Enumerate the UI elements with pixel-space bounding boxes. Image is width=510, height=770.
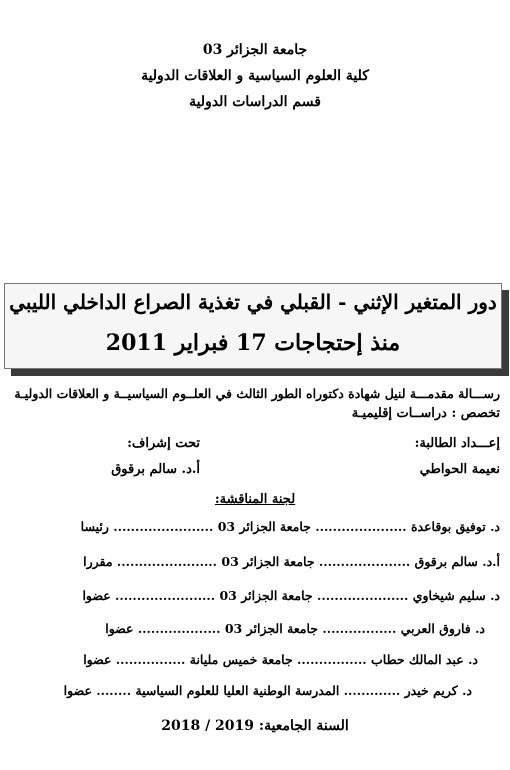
faculty-name: كلية العلوم السياسية و العلاقات الدولية: [141, 68, 369, 84]
specialization: تخصص : دراســات إقليميـة: [351, 406, 500, 421]
academic-year-label: السنة الجامعية:: [258, 718, 349, 734]
academic-year: [0, 718, 510, 734]
department-name: قسم الدراسات الدولية: [189, 94, 321, 110]
committee-member: د. سليم شيخاوي ..................... جامعة الجزائر 03 ....................... عضوا: [82, 588, 500, 603]
committee-member: أ.د. سالم برقوق ..................... جامعة الجزائر 03 ....................... مقررا: [83, 554, 500, 569]
thesis-title-line-1: دور المتغير الإثني - القبلي في تغذية الصراع الداخلي الليبي: [9, 290, 497, 314]
prepared-by-label: إعـــداد الطالبة:: [414, 436, 500, 451]
committee-member: د. عبد المالك حطاب ................ جامعة خميس مليانة ................ عضوا: [83, 652, 478, 667]
committee-member: د. كريم خيدر ............. المدرسة الوطنية العليا للعلوم السياسية ........ عضوا: [63, 683, 472, 698]
supervisor-name: أ.د. سالم برقوق: [111, 462, 200, 477]
academic-year-value: 2018 / 2019: [161, 718, 255, 734]
committee-heading: لجنة المناقشة:: [214, 492, 296, 507]
thesis-title-line-2: منذ إحتجاجات 17 فبراير 2011: [105, 330, 401, 356]
committee-member: د. فاروق العربي ................. جامعة الجزائر 03 ................... عضوا: [105, 621, 485, 636]
supervisor-label: تحت إشراف:: [127, 436, 200, 451]
committee-member: د. توفيق بوقاعدة ..................... جامعة الجزائر 03 ....................... رئيسا: [80, 519, 500, 534]
university-name: جامعة الجزائر 03: [202, 42, 308, 58]
thesis-title-box: [4, 283, 502, 369]
student-name: نعيمة الحواطي: [419, 462, 500, 477]
thesis-purpose: رســـالة مقدمـــة لنيل شهادة دكتوراه الطور الثالث في العلــوم السياسيــة و العلاقات الدوليـة: [14, 386, 500, 401]
